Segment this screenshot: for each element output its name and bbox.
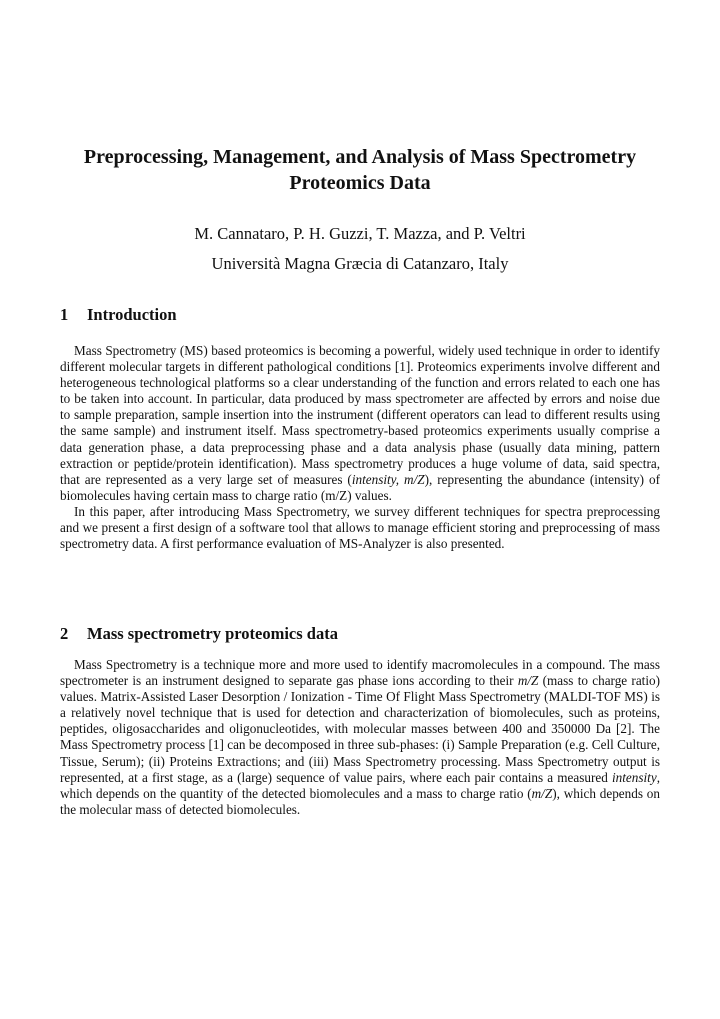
paragraph <box>60 504 660 552</box>
emphasis-text: intensity, m/Z <box>351 471 425 487</box>
emphasis-text: intensity <box>612 769 657 785</box>
section-heading-mass-spectrometry-proteomics-data <box>60 624 338 644</box>
paragraph-text: Mass Spectrometry is a technique more and more used to identify macromolecules in a compound. The mass spectrometer is an instrument designed to separate gas phase ions according to their <box>60 657 660 689</box>
section-body-introduction <box>60 343 660 552</box>
section-number: 2 <box>60 624 69 643</box>
emphasis-text: m/Z <box>517 673 539 689</box>
paragraph-text: Mass Spectrometry (MS) based proteomics is becoming a powerful, widely used technique in order to identify different molecular targets in different pathological conditions [1]. Proteomics experiments involve different and heterogeneous technological platforms so a clear understanding of the function and errors related to each one has to be taken into account. In particular, data produced by mass spectrometer are affected by errors and noise due to sample preparation, sample insertion into the instrument (different operators can lead to different results using the same sample) and instrument itself. Mass spectrometry-based proteomics experiments usually comprise a data generation phase, a data preprocessing phase and a data analysis phase (usually data mining, pattern extraction or peptide/protein identification). Mass spectrometry produces a huge volume of data, said spectra, that are represented as a very large set of measures ( <box>60 343 660 487</box>
paragraph <box>60 343 660 504</box>
section-number: 1 <box>60 305 69 324</box>
paper-title <box>40 144 680 196</box>
paragraph-text: ), which depends on the molecular mass of detected biomolecules. <box>60 785 660 817</box>
paper-authors: M. Cannataro, P. H. Guzzi, T. Mazza, and P. Veltri <box>194 224 526 243</box>
section-body-mass-spectrometry <box>60 657 660 818</box>
paragraph-text: ), representing the abundance (intensity) of biomolecules having certain mass to charge ratio (m/Z) values. <box>60 471 660 503</box>
paper-affiliation: Università Magna Græcia di Catanzaro, Italy <box>211 254 509 273</box>
paragraph-text: In this paper, after introducing Mass Spectrometry, we survey different techniques for spectra preprocessing and we present a first design of a software tool that allows to manage efficient storing and preprocessing of mass spectrometry data. A first performance evaluation of MS-Analyzer is also presented. <box>60 503 660 552</box>
paper-title-line-2: Proteomics Data <box>289 172 431 194</box>
section-heading-introduction <box>60 305 177 325</box>
section-title: Introduction <box>87 305 177 324</box>
paragraph-text: , which depends on the quantity of the detected biomolecules and a mass to charge ratio ( <box>60 769 660 801</box>
emphasis-text: m/Z <box>531 785 553 801</box>
paper-title-line-1: Preprocessing, Management, and Analysis of Mass Spectrometry <box>83 146 637 168</box>
paragraph <box>60 657 660 818</box>
paragraph-text: (mass to charge ratio) values. Matrix-Assisted Laser Desorption / Ionization - Time Of Flight Mass Spectrometry (MALDI-TOF MS) is a relatively novel technique that is used for detection and characterization of biomolecules, such as proteins, peptides, oligosaccharides and oligonucleotides, with molecular masses between 400 and 350000 Da [2]. The Mass Spectrometry process [1] can be decomposed in three sub-phases: (i) Sample Preparation (e.g. Cell Culture, Tissue, Serum); (ii) Proteins Extractions; and (iii) Mass Spectrometry processing. Mass Spectrometry output is represented, at a first stage, as a (large) sequence of value pairs, where each pair contains a measured <box>60 673 660 785</box>
section-title: Mass spectrometry proteomics data <box>87 624 338 643</box>
